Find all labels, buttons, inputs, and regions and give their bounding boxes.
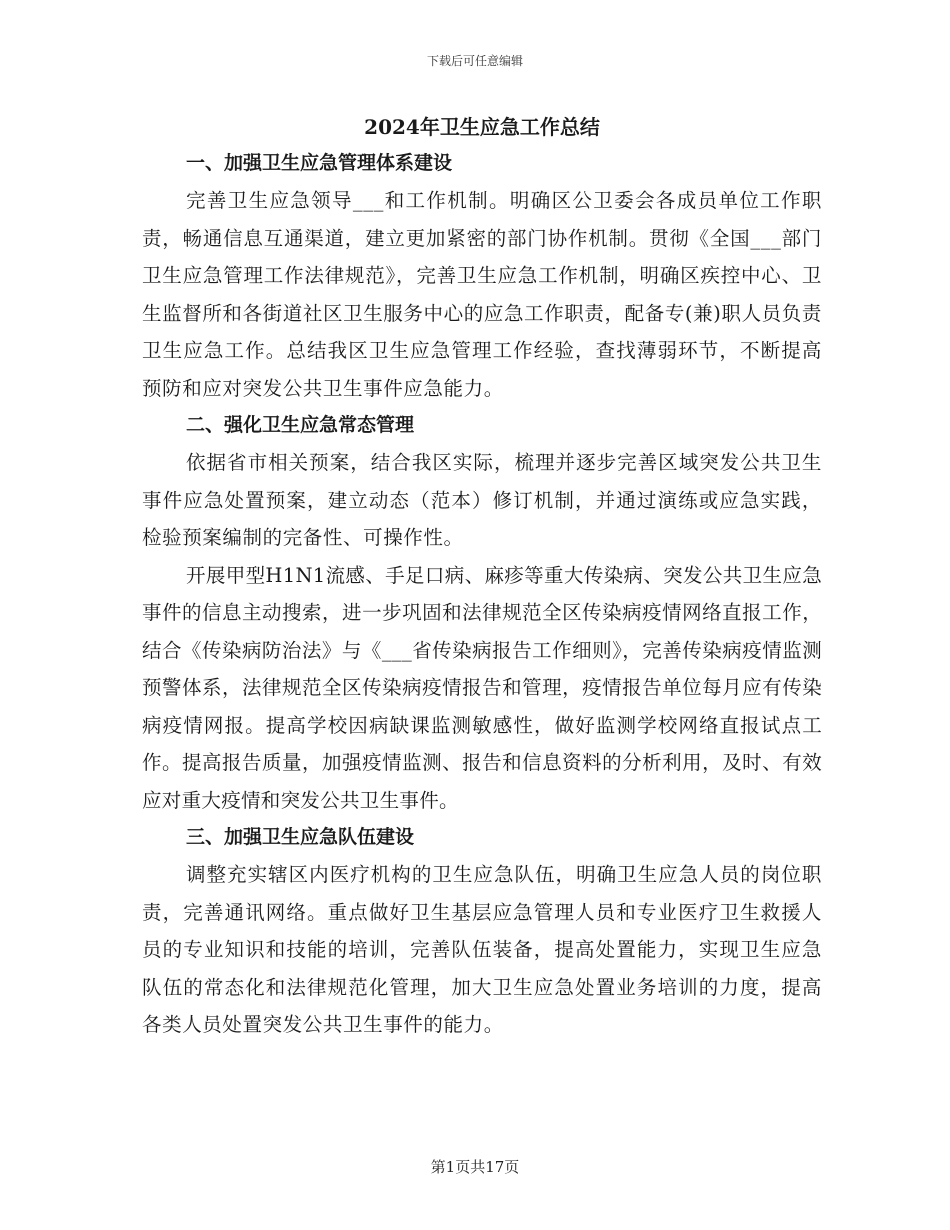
section-heading-1: 一、加强卫生应急管理体系建设: [186, 152, 453, 174]
page-number-footer: 第1页共17页: [430, 1158, 520, 1176]
document-title: 2024年卫生应急工作总结: [364, 115, 600, 139]
section-2-paragraph-2: 开展甲型H1N1流感、手足口病、麻疹等重大传染病、突发公共卫生应急事件的信息主动搜索，进一步巩固和法律规范全区传染病疫情网络直报工作，结合《传染病防治法》与《___省传染病报告工作细则》，完善传染病疫情监测预警体系，法律规范全区传染病疫情报告和管理，疫情报告单位每月应有传染病疫情网报。提高学校因病缺课监测敏感性，做好监测学校网络直报试点工作。提高报告质量，加强疫情监测、报告和信息资料的分析利用，及时、有效应对重大疫情和突发公共卫生事件。: [142, 563, 822, 812]
document-body: [142, 112, 822, 1044]
section-1-paragraph-1: 完善卫生应急领导___和工作机制。明确区公卫委会各成员单位工作职责，畅通信息互通渠道，建立更加紧密的部门协作机制。贯彻《全国___部门卫生应急管理工作法律规范》，完善卫生应急工作机制，明确区疾控中心、卫生监督所和各街道社区卫生服务中心的应急工作职责，配备专(兼)职人员负责卫生应急工作。总结我区卫生应急管理工作经验，查找薄弱环节，不断提高预防和应对突发公共卫生事件应急能力。: [142, 189, 822, 400]
section-2-paragraph-1: 依据省市相关预案，结合我区实际，梳理并逐步完善区域突发公共卫生事件应急处置预案，建立动态（范本）修订机制，并通过演练或应急实践，检验预案编制的完备性、可操作性。: [142, 451, 822, 549]
section-3-paragraph-1: 调整充实辖区内医疗机构的卫生应急队伍，明确卫生应急人员的岗位职责，完善通讯网络。重点做好卫生基层应急管理人员和专业医疗卫生救援人员的专业知识和技能的培训，完善队伍装备，提高处置能力，实现卫生应急队伍的常态化和法律规范化管理，加大卫生应急处置业务培训的力度，提高各类人员处置突发公共卫生事件的能力。: [142, 863, 822, 1036]
section-heading-3: 三、加强卫生应急队伍建设: [186, 826, 415, 848]
page-header-note: 下载后可任意编辑: [426, 54, 523, 68]
section-heading-2: 二、强化卫生应急常态管理: [186, 414, 415, 436]
